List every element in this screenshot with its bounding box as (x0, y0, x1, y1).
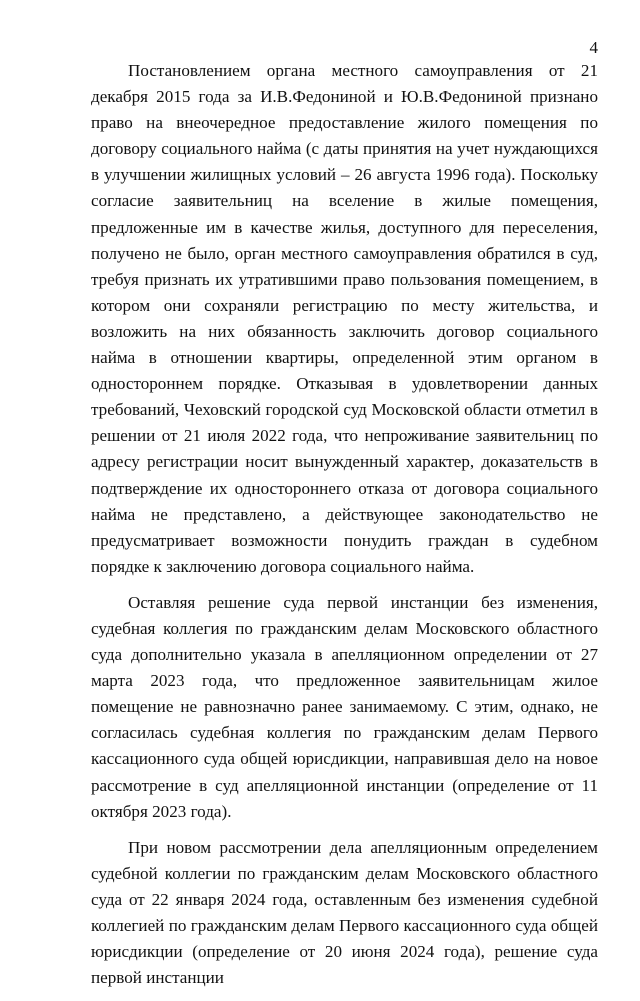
document-body (91, 58, 598, 1001)
paragraph-appeal: Оставляя решение суда первой инстанции без изменения, судебная коллегия по гражданским делам Московского областного суда дополнительно указала в апелляционном определении от 27 марта 2023 года, что предложенное заявительницам жилое помещение не равнозначно ранее занимаемому. С этим, однако, не согласилась судебная коллегия по гражданским делам Первого кассационного суда общей юрисдикции, направившая дело на новое рассмотрение в суд апелляционной инстанции (определение от 11 октября 2023 года). (91, 592, 598, 821)
page-number: 4 (589, 38, 598, 57)
paragraph-new-review: При новом рассмотрении дела апелляционным определением судебной коллегии по гражданским делам Московского областного суда от 22 января 2024 года, оставленным без изменения судебной коллегией по гражданским делам Первого кассационного суда общей юрисдикции (определение от 20 июня 2024 года), решение суда первой инстанции (91, 837, 598, 988)
paragraph-resolution: Постановлением органа местного самоуправления от 21 декабря 2015 года за И.В.Федониной и Ю.В.Федониной признано право на внеочередное предоставление жилого помещения по договору социального найма (с даты принятия на учет нуждающихся в улучшении жилищных условий – 26 августа 1996 года). Поскольку согласие заявительниц на вселение в жилые помещения, предложенные им в качестве жилья, доступного для переселения, получено не было, орган местного самоуправления обратился в суд, требуя признать их утратившими право пользования помещением, в котором они сохраняли регистрацию по месту жительства, и возложить на них обязанность заключить договор социального найма в отношении квартиры, определенной этим органом в одностороннем порядке. Отказывая в удовлетворении данных требований, Чеховский городской суд Московской области отметил в решении от 21 июля 2022 года, что непроживание заявительниц по адресу регистрации носит вынужденный характер, доказательств в подтверждение их одностороннего отказа от договора социального найма не представлено, а действующее законодательство не предусматривает возможности понудить граждан в судебном порядке к заключению договора социального найма. (91, 61, 598, 576)
